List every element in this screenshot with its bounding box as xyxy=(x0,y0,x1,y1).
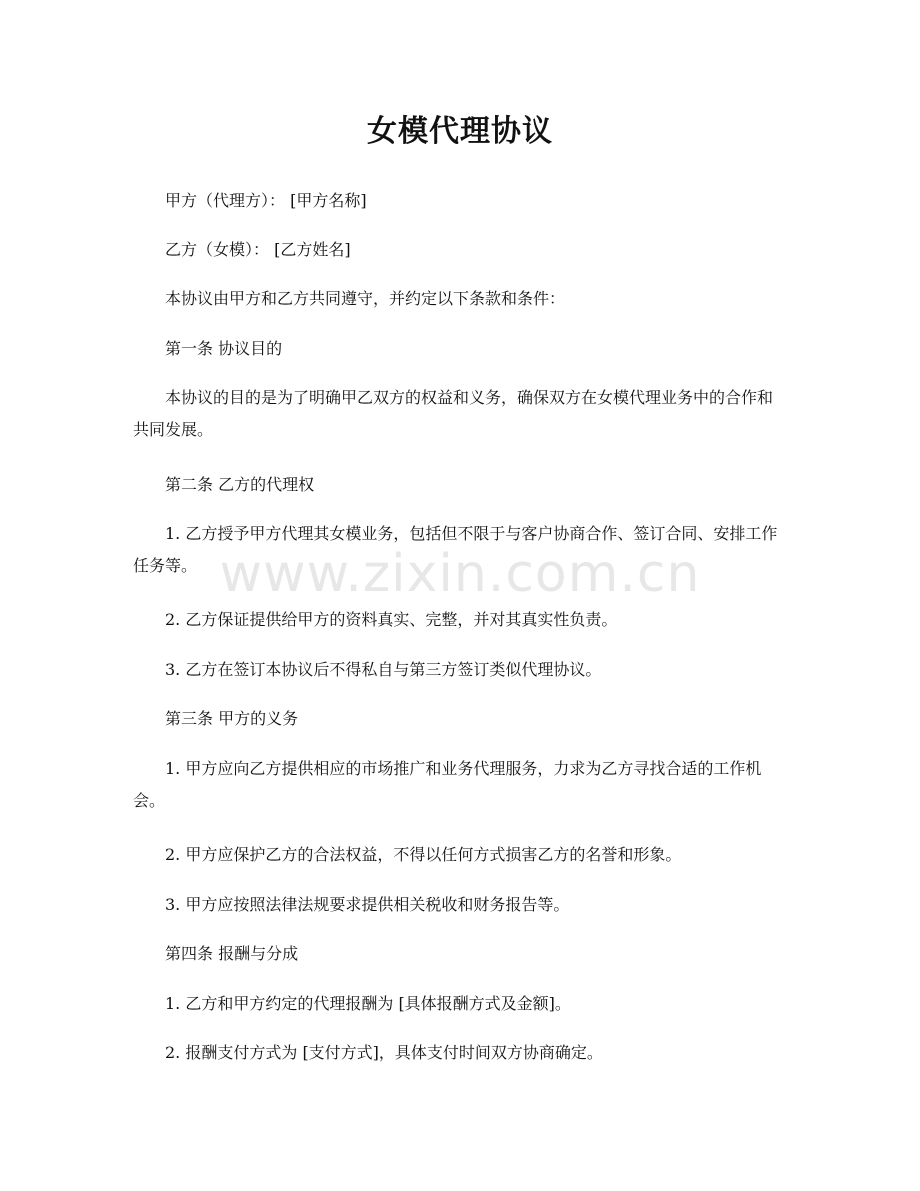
watermark: www.zixin.com.cn xyxy=(219,544,701,604)
article-2-item-3: 3. 乙方在签订本协议后不得私自与第三方签订类似代理协议。 xyxy=(165,660,602,679)
article-1-body: 本协议的目的是为了明确甲乙双方的权益和义务，确保双方在女模代理业务中的合作和共同发展。 xyxy=(133,388,774,439)
article-3-item-2: 2. 甲方应保护乙方的合法权益，不得以任何方式损害乙方的名誉和形象。 xyxy=(165,845,682,864)
article-4-item-2: 2. 报酬支付方式为 [支付方式]，具体支付时间双方协商确定。 xyxy=(165,1043,603,1062)
article-4-heading: 第四条 报酬与分成 xyxy=(165,944,299,963)
party-b-line: 乙方（女模）： [乙方姓名] xyxy=(165,240,351,259)
document-title: 女模代理协议 xyxy=(367,114,553,149)
article-1-heading: 第一条 协议目的 xyxy=(165,339,283,358)
article-2-item-1: 1. 乙方授予甲方代理其女模业务，包括但不限于与客户协商合作、签订合同、安排工作任务等。 xyxy=(133,524,778,575)
article-3-item-3: 3. 甲方应按照法律法规要求提供相关税收和财务报告等。 xyxy=(165,895,570,914)
intro-paragraph: 本协议由甲方和乙方共同遵守，并约定以下条款和条件： xyxy=(165,289,566,308)
article-3-item-1: 1. 甲方应向乙方提供相应的市场推广和业务代理服务，力求为乙方寻找合适的工作机会。 xyxy=(133,759,762,810)
article-4-item-1: 1. 乙方和甲方约定的代理报酬为 [具体报酬方式及金额]。 xyxy=(165,994,571,1013)
article-2-heading: 第二条 乙方的代理权 xyxy=(165,475,315,494)
party-a-line: 甲方（代理方）： [甲方名称] xyxy=(165,191,367,210)
article-3-heading: 第三条 甲方的义务 xyxy=(165,709,299,728)
article-2-item-2: 2. 乙方保证提供给甲方的资料真实、完整，并对其真实性负责。 xyxy=(165,610,618,629)
